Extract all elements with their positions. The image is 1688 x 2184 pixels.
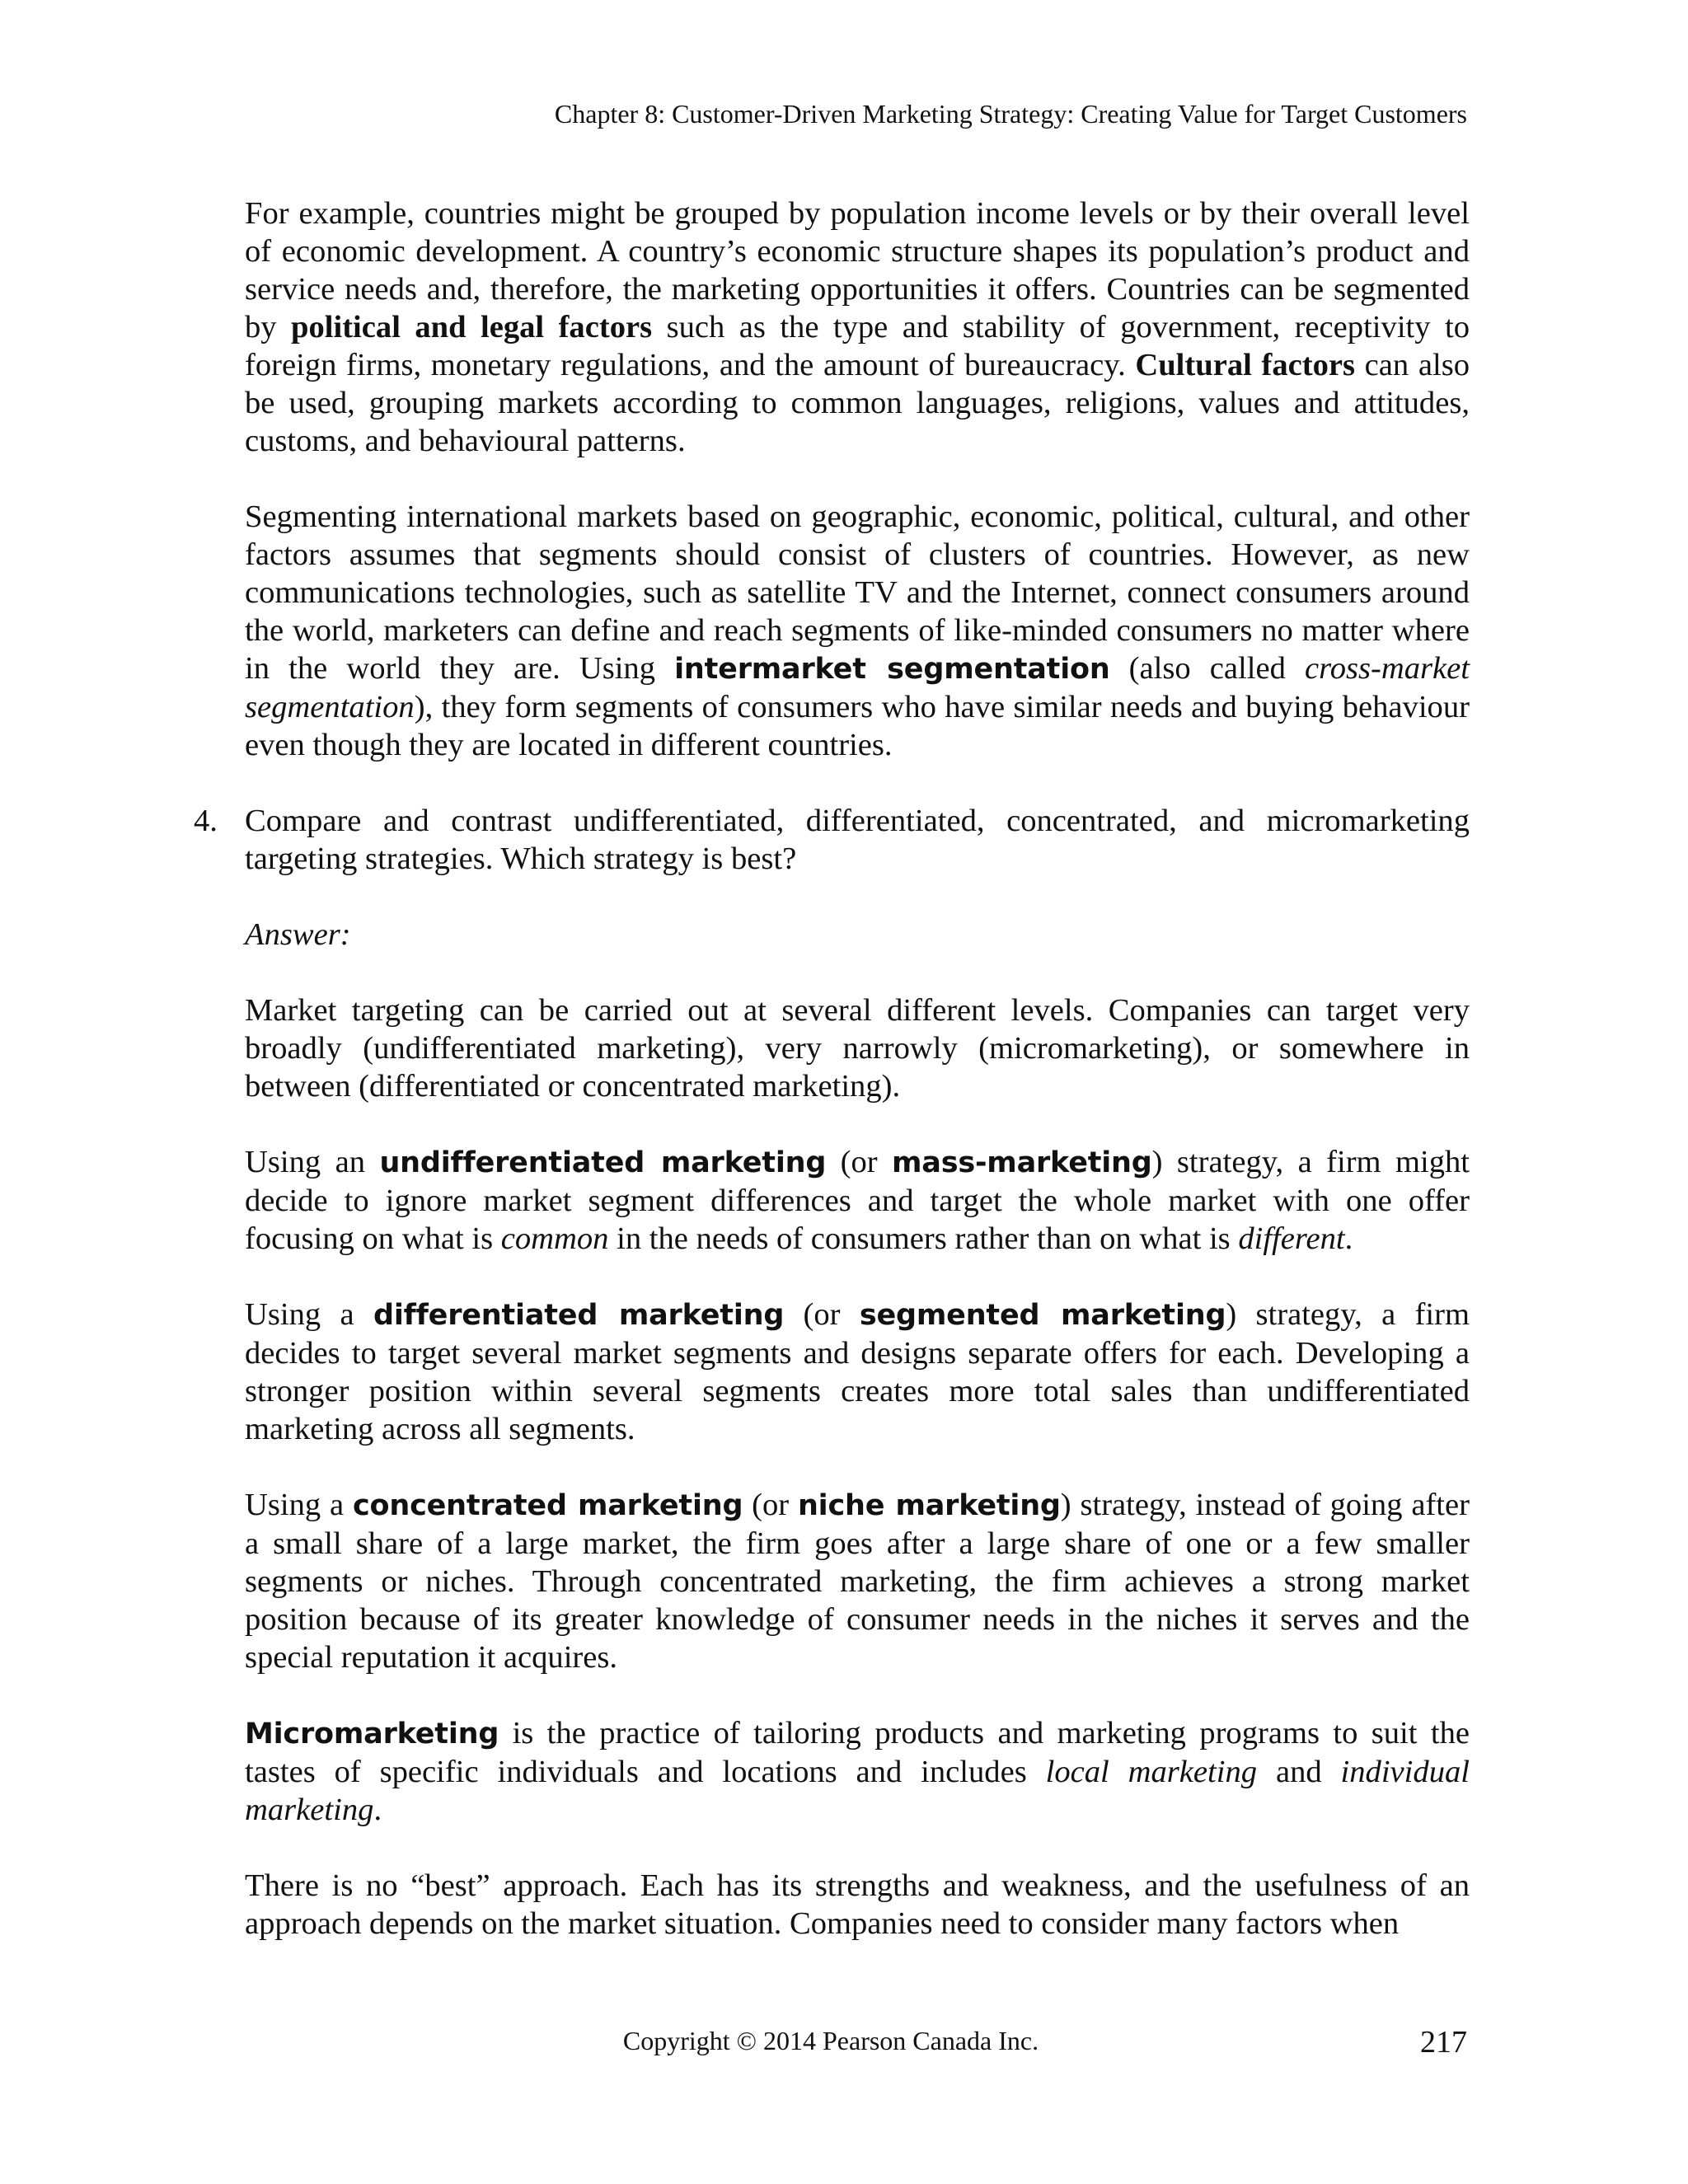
running-header: Chapter 8: Customer-Driven Marketing Strategy: Creating Value for Target Customers [554,99,1467,129]
text-run: (also called [1109,651,1305,686]
text-run: Using an [245,1145,380,1179]
paragraph-market-targeting-levels: Market targeting can be carried out at several different levels. Companies can target very broadly (undifferentiated marketing), very narrowly (micromarketing), or somewhere in between (differentiated or concentrated marketing). [245,993,1470,1104]
key-term-segmented-marketing: segmented marketing [859,1299,1226,1332]
key-term-intermarket-segmentation: intermarket segmentation [674,653,1110,686]
text-run: Using a [245,1488,353,1522]
key-term-concentrated-marketing: concentrated marketing [352,1489,743,1522]
page-body [194,194,1470,1943]
paragraph-differentiated-marketing [245,1296,1470,1448]
text-run: (or [784,1297,860,1332]
italic-term-cross-market-segmentation: cross-market segmentation [245,651,1470,724]
key-term-niche-marketing: niche marketing [797,1489,1061,1522]
key-term-mass-marketing: mass-marketing [892,1146,1152,1179]
key-term-differentiated-marketing: differentiated marketing [373,1299,785,1332]
text-run: in the needs of consumers rather than on what is [608,1221,1239,1256]
key-term-political-legal-factors: political and legal factors [291,310,653,344]
text-run: ) strategy, instead of going after a small share of a large market, the firm goes after a large share of one or a few smaller segments or niches. Through concentrated marketing, the firm achieves a strong market position because of its greater knowledge of consumer needs in the niches it serves and the special reputation it acquires. [245,1488,1470,1675]
page-number: 217 [1420,2025,1467,2060]
key-term-cultural-factors: Cultural factors [1135,348,1356,382]
paragraph-economic-political-cultural-factors [245,194,1470,460]
text-run: ), they form segments of consumers who have similar needs and buying behaviour even though they are located in different countries. [245,690,1470,762]
paragraph-intermarket-segmentation [245,498,1470,764]
text-run: . [373,1793,382,1827]
text-run: Using a [245,1297,373,1332]
text-run: (or [826,1145,893,1179]
copyright-notice: Copyright © 2014 Pearson Canada Inc. [622,2026,1039,2055]
key-term-undifferentiated-marketing: undifferentiated marketing [379,1146,827,1179]
italic-term-local-marketing: local marketing [1045,1755,1258,1789]
question-text: Compare and contrast undifferentiated, differentiated, concentrated, and micromarketing targeting strategies. Which strategy is best? [245,804,1470,876]
text-run: ) strategy, a firm decides to target several market segments and designs separate offers for each. Developing a stronger position within several segments creates more total sales than undifferentiated marketing across all segments. [245,1297,1470,1446]
question-number: 4. [194,804,218,838]
text-run: Segmenting international markets based on geographic, economic, political, cultural, and other factors assumes that segments should consist of clusters of countries. However, as new communications technologies, such as satellite TV and the Internet, connect consumers around the world, marketers can define and reach segments of like-minded consumers no matter where in the world they are. Using [245,499,1470,686]
italic-term-different: different [1238,1221,1345,1256]
text-run: (or [743,1488,798,1522]
text-run: is the practice of tailoring products and marketing programs to suit the tastes of specific individuals and locations and includes [245,1716,1470,1789]
question-4 [194,802,1470,878]
paragraph-undifferentiated-marketing [245,1143,1470,1258]
text-run: such as the type and stability of government, receptivity to foreign firms, monetary regulations, and the amount of bureaucracy. [245,310,1470,382]
italic-term-common: common [500,1221,609,1256]
answer-label: Answer: [245,917,351,952]
text-run: ) strategy, a firm might decide to ignore market segment differences and target the whole market with one offer focusing on what is [245,1145,1470,1256]
text-run: and [1257,1755,1341,1789]
paragraph-no-best-approach: There is no “best” approach. Each has its strengths and weakness, and the usefulness of an approach depends on the market situation. Companies need to consider many factors when [245,1868,1470,1941]
italic-term-individual-marketing: individual marketing [245,1755,1470,1827]
page-footer [0,2021,1688,2062]
key-term-micromarketing: Micromarketing [245,1718,499,1750]
text-run: can also be used, grouping markets according to common languages, religions, values and attitudes, customs, and behavioural patterns. [245,348,1470,458]
text-run: . [1344,1221,1353,1256]
paragraph-concentrated-marketing [245,1486,1470,1676]
paragraph-micromarketing [245,1714,1470,1829]
text-run: For example, countries might be grouped by population income levels or by their overall level of economic development. A country’s economic structure shapes its population’s product and service needs and, therefore, the marketing opportunities it offers. Countries can be segmented by [245,196,1470,344]
